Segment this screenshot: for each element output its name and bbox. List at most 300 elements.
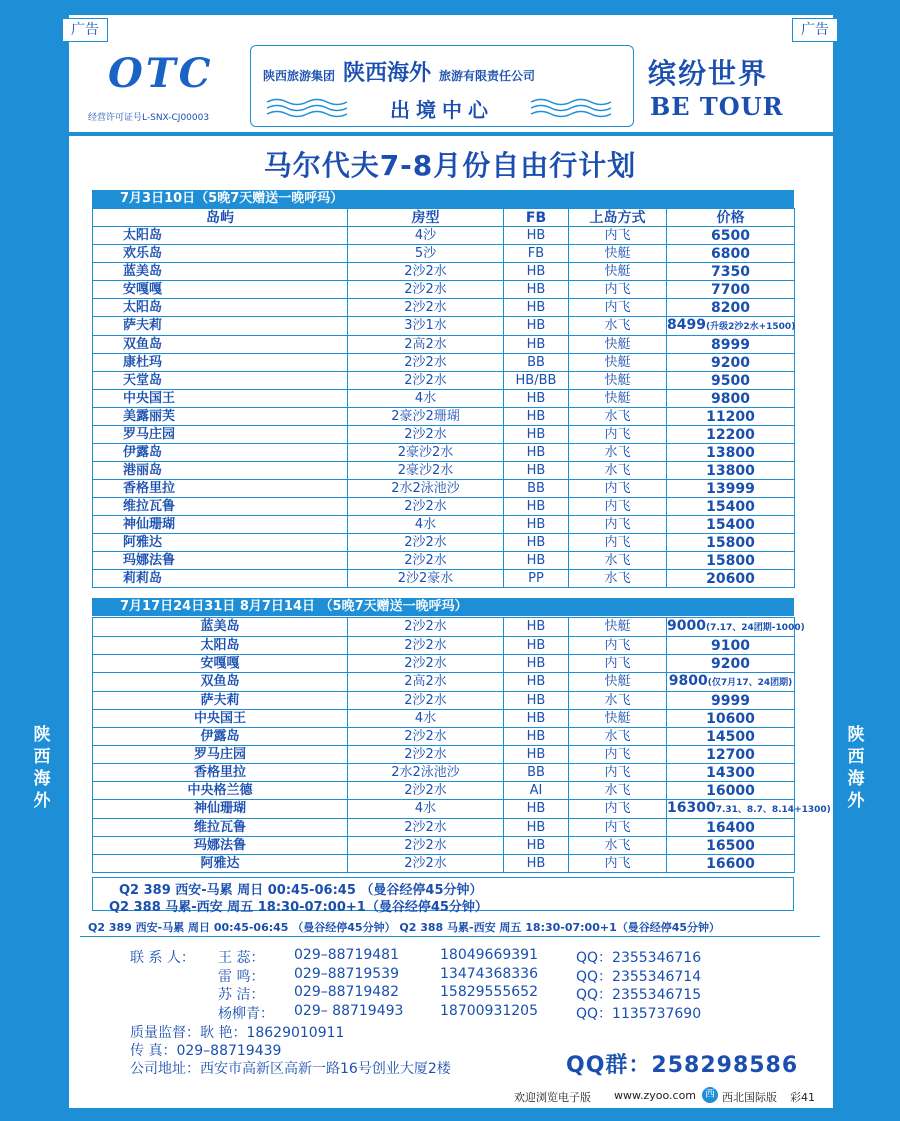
island-name: 中央国王 [93, 710, 348, 728]
be-tour-cn: 缤纷世界 [648, 57, 769, 90]
footer-welcome: 欢迎浏览电子版 [514, 1091, 591, 1104]
price-cell [667, 637, 795, 655]
table-row [93, 618, 795, 637]
transfer-mode: 水飞 [569, 837, 667, 855]
price-cell [667, 837, 795, 855]
island-name: 太阳岛 [93, 637, 348, 655]
table-row [93, 245, 795, 263]
transfer-mode: 快艇 [569, 673, 667, 692]
room-type: 2水2泳池沙 [348, 764, 504, 782]
table-row [93, 372, 795, 390]
side-text-left: 陕西海外 [33, 725, 51, 811]
section2-bar: 7月17日24日31日 8月7日14日 （5晚7天赠送一晚呼玛） [92, 598, 794, 616]
transfer-mode: 水飞 [569, 570, 667, 588]
table-row [93, 354, 795, 372]
table-row [93, 444, 795, 462]
price-value: 6500 [711, 227, 750, 244]
meal-plan: HB [504, 618, 569, 637]
meal-plan: HB [504, 426, 569, 444]
island-name: 罗马庄园 [93, 426, 348, 444]
price-cell [667, 227, 795, 245]
price-cell [667, 498, 795, 516]
contact-phone: 029–88719482 [294, 984, 399, 1000]
meal-plan: HB [504, 637, 569, 655]
table-row [93, 390, 795, 408]
room-type: 2高2水 [348, 336, 504, 354]
table-row [93, 655, 795, 673]
price-cell [667, 408, 795, 426]
footer-url: www.zyoo.com [614, 1089, 697, 1102]
price-cell [667, 480, 795, 498]
price-value: 16300 [667, 800, 716, 816]
island-name: 太阳岛 [93, 227, 348, 245]
price-cell [667, 570, 795, 588]
meal-plan: HB [504, 516, 569, 534]
room-type: 2沙2水 [348, 728, 504, 746]
contact-qq: QQ：1135737690 [576, 1006, 702, 1022]
meal-plan: HB [504, 263, 569, 281]
table-row [93, 570, 795, 588]
price-note: (仅7月17、24团期) [707, 678, 793, 688]
room-type: 2沙2水 [348, 692, 504, 710]
contact-phone: 029– 88719493 [294, 1003, 404, 1019]
island-name: 玛娜法鲁 [93, 837, 348, 855]
meal-plan: HB [504, 462, 569, 480]
island-name: 神仙珊瑚 [93, 516, 348, 534]
price-cell [667, 710, 795, 728]
room-type: 2沙2水 [348, 263, 504, 281]
price-value: 9000 [667, 618, 706, 634]
license-number: 经营许可证号L-SNX-CJ00003 [88, 113, 210, 123]
footer-page: 彩41 [790, 1091, 815, 1104]
transfer-mode: 快艇 [569, 372, 667, 390]
transfer-mode: 快艇 [569, 618, 667, 637]
island-name: 港丽岛 [93, 462, 348, 480]
price-value: 7350 [711, 263, 750, 280]
island-name: 欢乐岛 [93, 245, 348, 263]
price-table-2 [92, 617, 831, 873]
be-tour-en: BE TOUR [650, 92, 784, 121]
meal-plan: HB [504, 855, 569, 873]
section1-bar: 7月3日10日（5晚7天赠送一晚呼玛） [92, 190, 794, 208]
transfer-mode: 快艇 [569, 263, 667, 281]
contact-qq: QQ：2355346716 [576, 950, 702, 966]
island-name: 香格里拉 [93, 480, 348, 498]
table-row [93, 516, 795, 534]
price-cell [667, 317, 795, 336]
table-row [93, 855, 795, 873]
price-value: 13999 [706, 480, 755, 497]
flight-line-2: Q2 388 马累-西安 周五 18:30-07:00+1（曼谷经停45分钟） [109, 900, 488, 915]
meal-plan: HB [504, 534, 569, 552]
price-value: 14300 [706, 764, 755, 781]
island-name: 伊露岛 [93, 728, 348, 746]
room-type: 2沙2豪水 [348, 570, 504, 588]
table-row [93, 819, 795, 837]
company-address: 公司地址：西安市高新区高新一路16号创业大厦2楼 [130, 1061, 451, 1077]
price-value: 15800 [706, 534, 755, 551]
price-value: 16000 [706, 782, 755, 799]
price-value: 15400 [706, 498, 755, 515]
flight-summary: Q2 389 西安-马累 周日 00:45-06:45 （曼谷经停45分钟） Q2 388 马累-西安 周五 18:30-07:00+1（曼谷经停45分钟） [88, 921, 721, 934]
price-cell [667, 764, 795, 782]
price-value: 15800 [706, 552, 755, 569]
transfer-mode: 快艇 [569, 336, 667, 354]
meal-plan: HB [504, 299, 569, 317]
transfer-mode: 内飞 [569, 800, 667, 819]
transfer-mode: 水飞 [569, 552, 667, 570]
price-value: 10600 [706, 710, 755, 727]
table-row [93, 317, 795, 336]
transfer-mode: 内飞 [569, 516, 667, 534]
price-cell [667, 552, 795, 570]
room-type: 2豪沙2珊瑚 [348, 408, 504, 426]
table-row [93, 281, 795, 299]
island-name: 罗马庄园 [93, 746, 348, 764]
meal-plan: HB [504, 390, 569, 408]
meal-plan: HB [504, 800, 569, 819]
island-name: 太阳岛 [93, 299, 348, 317]
side-text-right: 陕西海外 [847, 725, 865, 811]
price-cell [667, 728, 795, 746]
price-cell [667, 444, 795, 462]
fax-number: 传 真：029–88719439 [130, 1043, 282, 1059]
qq-group: QQ群：258298586 [566, 1053, 799, 1078]
island-name: 蓝美岛 [93, 263, 348, 281]
room-type: 3沙1水 [348, 317, 504, 336]
contact-phone: 029–88719481 [294, 947, 399, 963]
price-cell [667, 354, 795, 372]
price-value: 9200 [711, 655, 750, 672]
price-cell [667, 782, 795, 800]
island-name: 蓝美岛 [93, 618, 348, 637]
contact-mobile: 18700931205 [440, 1003, 538, 1019]
otc-logo: OTC [108, 50, 214, 97]
price-value: 16600 [706, 855, 755, 872]
island-name: 双鱼岛 [93, 336, 348, 354]
transfer-mode: 内飞 [569, 498, 667, 516]
price-cell [667, 673, 795, 692]
ad-label-left: 广告 [62, 18, 108, 42]
room-type: 2沙2水 [348, 552, 504, 570]
footer [68, 1085, 834, 1107]
contact-name: 杨柳青： [218, 1006, 274, 1022]
transfer-mode: 内飞 [569, 746, 667, 764]
room-type: 4水 [348, 710, 504, 728]
transfer-mode: 内飞 [569, 534, 667, 552]
column-header: 价格 [667, 209, 795, 227]
room-type: 2沙2水 [348, 655, 504, 673]
table-row [93, 746, 795, 764]
room-type: 2沙2水 [348, 855, 504, 873]
contact-name: 苏 洁： [218, 987, 265, 1003]
transfer-mode: 水飞 [569, 728, 667, 746]
meal-plan: HB/BB [504, 372, 569, 390]
meal-plan: PP [504, 570, 569, 588]
room-type: 5沙 [348, 245, 504, 263]
room-type: 2沙2水 [348, 746, 504, 764]
price-value: 13800 [706, 462, 755, 479]
meal-plan: HB [504, 728, 569, 746]
contact-mobile: 13474368336 [440, 966, 538, 982]
page-title: 马尔代夫7-8月份自由行计划 [263, 149, 637, 182]
price-value: 11200 [706, 408, 755, 425]
island-name: 维拉瓦鲁 [93, 498, 348, 516]
table-row [93, 837, 795, 855]
table-row [93, 336, 795, 354]
price-value: 7700 [711, 281, 750, 298]
meal-plan: AI [504, 782, 569, 800]
island-name: 康杜玛 [93, 354, 348, 372]
meal-plan: HB [504, 746, 569, 764]
room-type: 2沙2水 [348, 534, 504, 552]
footer-edition: 西北国际版 [722, 1091, 777, 1104]
contact-phone: 029–88719539 [294, 966, 399, 982]
transfer-mode: 快艇 [569, 354, 667, 372]
island-name: 中央格兰德 [93, 782, 348, 800]
meal-plan: HB [504, 281, 569, 299]
price-value: 9200 [711, 354, 750, 371]
contact-qq: QQ：2355346715 [576, 987, 702, 1003]
meal-plan: HB [504, 444, 569, 462]
island-name: 双鱼岛 [93, 673, 348, 692]
table-row [93, 534, 795, 552]
price-note: (7.17、24团期-1000) [705, 623, 805, 633]
price-value: 13800 [706, 444, 755, 461]
table-row [93, 673, 795, 692]
price-value: 16500 [706, 837, 755, 854]
price-value: 9500 [711, 372, 750, 389]
transfer-mode: 内飞 [569, 819, 667, 837]
flight-box [92, 877, 794, 915]
meal-plan: HB [504, 408, 569, 426]
room-type: 2沙2水 [348, 426, 504, 444]
price-cell [667, 245, 795, 263]
company-name: 旅游有限责任公司 [439, 69, 536, 83]
brand-name: 陕西海外 [343, 60, 432, 86]
table-row [93, 692, 795, 710]
price-value: 8499 [667, 317, 706, 333]
room-type: 4沙 [348, 227, 504, 245]
island-name: 维拉瓦鲁 [93, 819, 348, 837]
summary-divider [80, 936, 820, 937]
table-row [93, 498, 795, 516]
price-cell [667, 516, 795, 534]
meal-plan: BB [504, 354, 569, 372]
price-value: 16400 [706, 819, 755, 836]
table-row [93, 728, 795, 746]
table-row [93, 782, 795, 800]
price-cell [667, 263, 795, 281]
island-name: 美露丽芙 [93, 408, 348, 426]
flight-line-1: Q2 389 西安-马累 周日 00:45-06:45 （曼谷经停45分钟） [119, 883, 483, 898]
header-company-line [263, 56, 535, 87]
meal-plan: HB [504, 819, 569, 837]
transfer-mode: 水飞 [569, 408, 667, 426]
transfer-mode: 内飞 [569, 299, 667, 317]
island-name: 伊露岛 [93, 444, 348, 462]
transfer-mode: 水飞 [569, 692, 667, 710]
price-value: 6800 [711, 245, 750, 262]
column-header: FB [504, 209, 569, 227]
table-row [93, 263, 795, 281]
price-cell [667, 336, 795, 354]
quality-supervisor: 质量监督：耿 艳：18629010911 [130, 1025, 345, 1041]
price-cell [667, 299, 795, 317]
transfer-mode: 水飞 [569, 444, 667, 462]
room-type: 2沙2水 [348, 782, 504, 800]
transfer-mode: 快艇 [569, 390, 667, 408]
price-value: 15400 [706, 516, 755, 533]
transfer-mode: 快艇 [569, 710, 667, 728]
room-type: 2沙2水 [348, 354, 504, 372]
xibei-badge-icon: 西 [702, 1087, 718, 1103]
column-header: 房型 [348, 209, 504, 227]
meal-plan: HB [504, 837, 569, 855]
transfer-mode: 内飞 [569, 855, 667, 873]
table-header-row [93, 209, 795, 227]
room-type: 4水 [348, 800, 504, 819]
price-value: 9800 [668, 673, 708, 689]
room-type: 2水2泳池沙 [348, 480, 504, 498]
room-type: 2沙2水 [348, 498, 504, 516]
contact-label: 联 系 人： [130, 950, 195, 966]
table-row [93, 227, 795, 245]
ad-label-right: 广告 [792, 18, 838, 42]
table-row [93, 637, 795, 655]
transfer-mode: 水飞 [569, 462, 667, 480]
island-name: 中央国王 [93, 390, 348, 408]
table-row [93, 800, 795, 819]
header-divider [68, 132, 834, 136]
column-header: 上岛方式 [569, 209, 667, 227]
room-type: 4水 [348, 390, 504, 408]
price-cell [667, 800, 831, 819]
price-cell [667, 692, 795, 710]
room-type: 2沙2水 [348, 837, 504, 855]
table-row [93, 552, 795, 570]
island-name: 阿雅达 [93, 855, 348, 873]
table-row [93, 480, 795, 498]
room-type: 2沙2水 [348, 299, 504, 317]
meal-plan: BB [504, 480, 569, 498]
table-row [93, 462, 795, 480]
transfer-mode: 水飞 [569, 317, 667, 336]
price-value: 9100 [711, 637, 750, 654]
price-value: 9800 [711, 390, 750, 407]
price-cell [667, 819, 795, 837]
island-name: 安嘎嘎 [93, 281, 348, 299]
transfer-mode: 内飞 [569, 281, 667, 299]
price-value: 20600 [706, 570, 755, 587]
table-row [93, 299, 795, 317]
transfer-mode: 内飞 [569, 426, 667, 444]
room-type: 2沙2水 [348, 372, 504, 390]
outbound-center-label: 出境中心 [390, 98, 494, 122]
island-name: 香格里拉 [93, 764, 348, 782]
contact-qq: QQ：2355346714 [576, 969, 702, 985]
header-center-box [250, 45, 634, 127]
price-cell [667, 855, 795, 873]
price-cell [667, 534, 795, 552]
meal-plan: HB [504, 673, 569, 692]
island-name: 萨夫莉 [93, 317, 348, 336]
room-type: 4水 [348, 516, 504, 534]
island-name: 玛娜法鲁 [93, 552, 348, 570]
transfer-mode: 内飞 [569, 655, 667, 673]
price-cell [667, 618, 805, 637]
contact-name: 雷 鸣： [218, 969, 265, 985]
contact-mobile: 18049669391 [440, 947, 538, 963]
price-cell [667, 281, 795, 299]
price-value: 9999 [711, 692, 750, 709]
meal-plan: HB [504, 692, 569, 710]
price-cell [667, 426, 795, 444]
price-cell [667, 462, 795, 480]
price-cell [667, 372, 795, 390]
transfer-mode: 水飞 [569, 782, 667, 800]
column-header: 岛屿 [93, 209, 348, 227]
price-value: 8200 [711, 299, 750, 316]
meal-plan: BB [504, 764, 569, 782]
room-type: 2高2水 [348, 673, 504, 692]
price-table-1 [92, 208, 795, 588]
island-name: 神仙珊瑚 [93, 800, 348, 819]
table-row [93, 710, 795, 728]
meal-plan: HB [504, 655, 569, 673]
price-value: 12200 [706, 426, 755, 443]
room-type: 2沙2水 [348, 819, 504, 837]
island-name: 莉莉岛 [93, 570, 348, 588]
group-name: 陕西旅游集团 [263, 69, 336, 83]
transfer-mode: 内飞 [569, 637, 667, 655]
transfer-mode: 内飞 [569, 764, 667, 782]
meal-plan: HB [504, 710, 569, 728]
island-name: 萨夫莉 [93, 692, 348, 710]
transfer-mode: 快艇 [569, 245, 667, 263]
room-type: 2豪沙2水 [348, 444, 504, 462]
table-row [93, 426, 795, 444]
contact-name: 王 蕊： [218, 950, 265, 966]
room-type: 2沙2水 [348, 637, 504, 655]
meal-plan: HB [504, 336, 569, 354]
meal-plan: HB [504, 317, 569, 336]
room-type: 2豪沙2水 [348, 462, 504, 480]
island-name: 天堂岛 [93, 372, 348, 390]
room-type: 2沙2水 [348, 281, 504, 299]
island-name: 安嘎嘎 [93, 655, 348, 673]
price-cell [667, 390, 795, 408]
meal-plan: HB [504, 552, 569, 570]
price-note: (升级2沙2水+1500) [705, 322, 796, 332]
meal-plan: HB [504, 498, 569, 516]
price-cell [667, 655, 795, 673]
table-row [93, 764, 795, 782]
meal-plan: FB [504, 245, 569, 263]
meal-plan: HB [504, 227, 569, 245]
price-value: 14500 [706, 728, 755, 745]
price-value: 8999 [711, 336, 750, 353]
table-row [93, 408, 795, 426]
transfer-mode: 内飞 [569, 480, 667, 498]
room-type: 2沙2水 [348, 618, 504, 637]
island-name: 阿雅达 [93, 534, 348, 552]
transfer-mode: 内飞 [569, 227, 667, 245]
price-cell [667, 746, 795, 764]
price-note: 7.31、8.7、8.14+1300) [715, 805, 831, 815]
price-value: 12700 [706, 746, 755, 763]
contact-mobile: 15829555652 [440, 984, 538, 1000]
